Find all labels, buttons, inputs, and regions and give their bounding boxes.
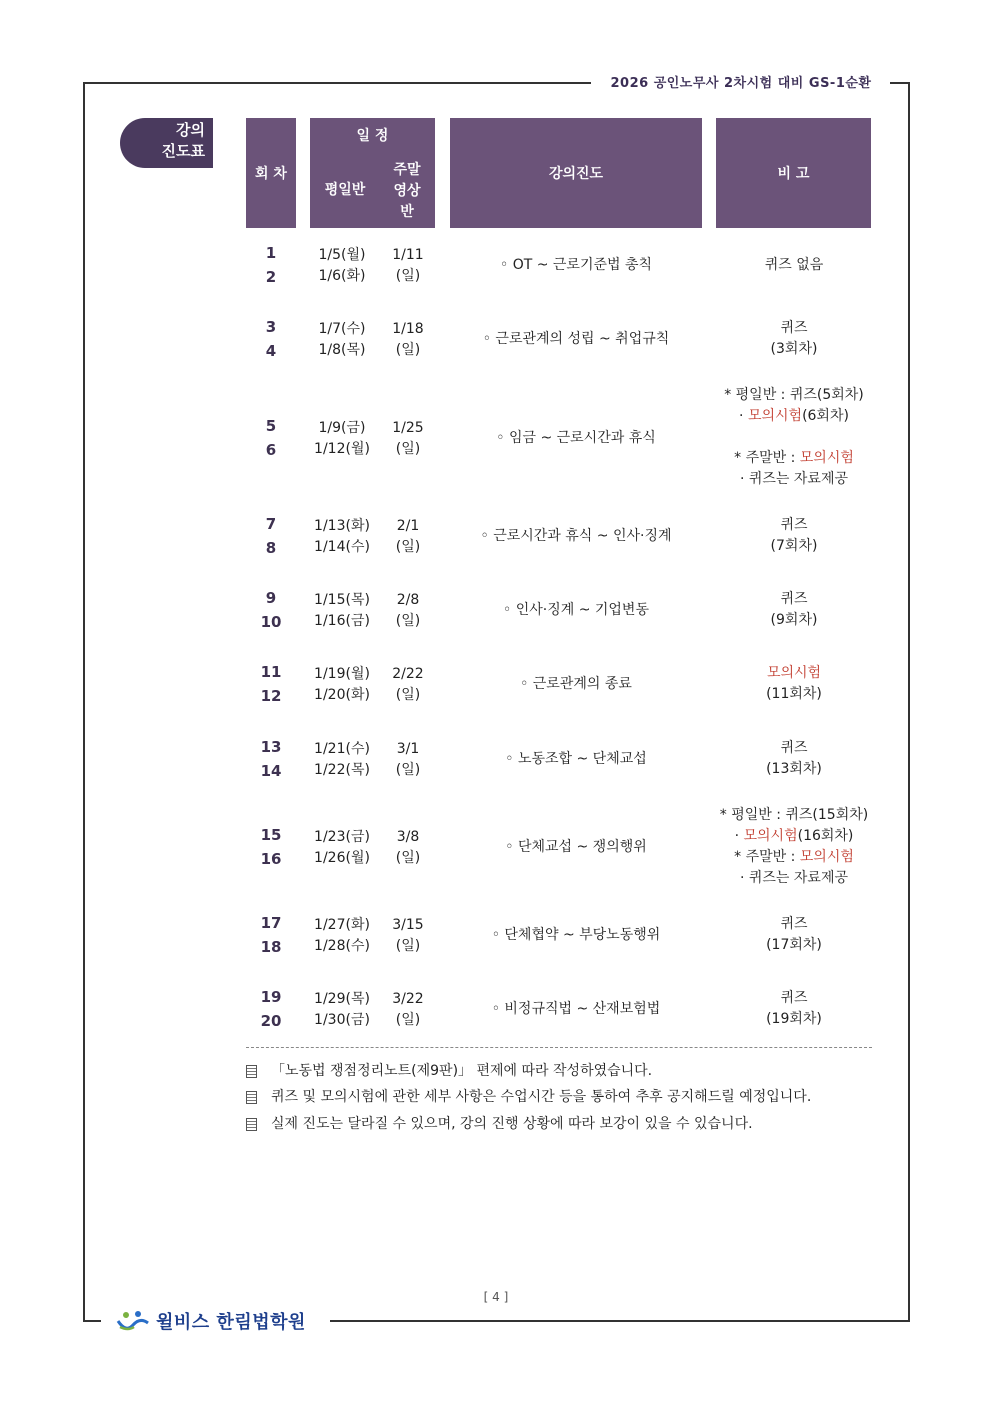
- row-5-note-b: (9회차): [770, 612, 818, 628]
- row-3-note-bullet: ·: [739, 408, 748, 424]
- row-7-date-a: 1/21(수): [314, 741, 370, 757]
- row-8-note-weekend: [716, 847, 872, 868]
- page-frame-top: [83, 82, 591, 84]
- row-9-date-b: 1/28(수): [314, 938, 370, 954]
- row-3-weekend-b: (일): [395, 441, 421, 457]
- row-3-round-a: 5: [265, 417, 277, 435]
- row-10-round-a: 19: [260, 988, 282, 1006]
- row-3-note-quiz: · 퀴즈는 자료제공: [739, 471, 849, 487]
- row-4-weekend-a: 2/1: [396, 518, 420, 534]
- row-9-progress: ◦ 단체협약 ~ 부당노동행위: [491, 927, 661, 943]
- row-1-weekend-a: 1/11: [392, 247, 424, 263]
- header-weekend-l2: 영상: [393, 183, 421, 199]
- page-number: [ 4 ]: [483, 1290, 509, 1304]
- row-2-round-a: 3: [265, 318, 277, 336]
- memo-icon: [246, 1065, 257, 1078]
- header-schedule-label: 일 정: [356, 128, 389, 144]
- row-9-date-a: 1/27(화): [314, 917, 370, 933]
- row-5-weekend-a: 2/8: [396, 592, 420, 608]
- row-1-round-b: 2: [265, 268, 277, 286]
- row-6-progress: ◦ 근로관계의 종료: [520, 676, 632, 692]
- row-10-note-b: (19회차): [766, 1011, 822, 1027]
- row-1-note: 퀴즈 없음: [764, 257, 824, 273]
- row-2-weekend-b: (일): [395, 342, 421, 358]
- row-5-round-a: 9: [265, 589, 277, 607]
- row-6-date-a: 1/19(월): [314, 666, 370, 682]
- memo-icon: [246, 1118, 257, 1131]
- row-8-progress: ◦ 단체교섭 ~ 쟁의행위: [505, 839, 647, 855]
- row-10-round-b: 20: [260, 1012, 282, 1030]
- page-frame-bottom: [330, 1320, 910, 1322]
- logo-text: 윌비스 한림법학원: [156, 1312, 306, 1333]
- header-weekend-l3: 반: [400, 204, 414, 220]
- row-3-note-weekend: [716, 448, 872, 469]
- row-6-date-b: 1/20(화): [314, 687, 370, 703]
- row-3-progress: ◦ 임금 ~ 근로시간과 휴식: [496, 430, 656, 446]
- section-tab-line1: 강의: [176, 121, 205, 139]
- row-9-weekend-a: 3/15: [392, 917, 424, 933]
- row-8-weekend-b: (일): [395, 850, 421, 866]
- row-7-progress: ◦ 노동조합 ~ 단체교섭: [505, 751, 647, 767]
- row-8-note-weekend-exam: 모의시험: [799, 849, 854, 865]
- memo-icon: [246, 1091, 257, 1104]
- row-9-note-b: (17회차): [766, 937, 822, 953]
- header-title: 2026 공인노무사 2차시험 대비 GS-1순환: [610, 76, 872, 91]
- row-2-note-a: 퀴즈: [780, 320, 808, 336]
- row-8-note-exam-round: (16회차): [797, 828, 854, 844]
- row-7-note-a: 퀴즈: [780, 740, 808, 756]
- note-text: 「노동법 쟁점정리노트(제9판)」 편제에 따라 작성하였습니다.: [271, 1063, 653, 1079]
- section-tab-line2: 진도표: [161, 142, 205, 160]
- row-4-progress: ◦ 근로시간과 휴식 ~ 인사·징계: [480, 528, 672, 544]
- row-8-round-a: 15: [260, 826, 282, 844]
- row-3-date-b: 1/12(월): [314, 441, 370, 457]
- note-item: [246, 1114, 753, 1134]
- footer-logo: [116, 1308, 306, 1334]
- row-8-note-quiz: · 퀴즈는 자료제공: [739, 870, 849, 886]
- row-4-round-b: 8: [265, 539, 277, 557]
- row-2-round-b: 4: [265, 342, 277, 360]
- note-text: 퀴즈 및 모의시험에 관한 세부 사항은 수업시간 등을 통하여 추후 공지해드릴 예정입니다.: [271, 1089, 812, 1105]
- row-8-note-exam: 모의시험: [743, 828, 798, 844]
- header-schedule: [310, 118, 435, 228]
- row-3-note-weekend-label: * 주말반 :: [734, 450, 800, 466]
- row-3-weekend-a: 1/25: [392, 420, 424, 436]
- row-7-weekend-b: (일): [395, 762, 421, 778]
- row-1-round-a: 1: [265, 244, 277, 262]
- row-7-date-b: 1/22(목): [314, 762, 370, 778]
- row-2-date-a: 1/7(수): [318, 321, 366, 337]
- row-10-note-a: 퀴즈: [780, 990, 808, 1006]
- row-9-round-b: 18: [260, 938, 282, 956]
- row-5-note-a: 퀴즈: [780, 591, 808, 607]
- header-round: 회 차: [246, 118, 296, 228]
- row-6-weekend-b: (일): [395, 687, 421, 703]
- row-5-date-a: 1/15(목): [314, 592, 370, 608]
- note-item: [246, 1087, 811, 1107]
- row-9-weekend-b: (일): [395, 938, 421, 954]
- row-5-weekend-b: (일): [395, 613, 421, 629]
- header-weekend: [382, 160, 432, 223]
- section-tab: [120, 118, 213, 168]
- row-5-date-b: 1/16(금): [314, 613, 370, 629]
- row-8-note-weekday: * 평일반 : 퀴즈(15회차): [719, 807, 869, 823]
- page-frame-left: [83, 82, 85, 1322]
- row-6-note-exam: 모의시험: [766, 665, 822, 681]
- row-10-date-b: 1/30(금): [314, 1012, 370, 1028]
- row-3-note-exam: 모의시험: [747, 408, 803, 424]
- row-6-note-round: (11회차): [766, 686, 822, 702]
- row-3-note-weekend-exam: 모의시험: [799, 450, 854, 466]
- row-9-round-a: 17: [260, 914, 282, 932]
- row-1-weekend-b: (일): [395, 268, 421, 284]
- logo-icon: [116, 1309, 150, 1333]
- row-4-note-a: 퀴즈: [780, 517, 808, 533]
- row-3-round-b: 6: [265, 441, 277, 459]
- note-text: 실제 진도는 달라질 수 있으며, 강의 진행 상황에 따라 보강이 있을 수 있습니다.: [271, 1116, 753, 1132]
- table-divider: [246, 1047, 872, 1048]
- header-weekend-l1: 주말: [393, 162, 421, 178]
- row-8-weekend-a: 3/8: [396, 829, 420, 845]
- header-remark: 비 고: [716, 118, 871, 228]
- row-7-round-a: 13: [260, 738, 282, 756]
- row-4-date-b: 1/14(수): [314, 539, 370, 555]
- row-2-note-b: (3회차): [770, 341, 818, 357]
- row-8-note-bullet: ·: [734, 828, 744, 844]
- row-8-note-weekend-label: * 주말반 :: [734, 849, 800, 865]
- row-8-round-b: 16: [260, 850, 282, 868]
- row-2-progress: ◦ 근로관계의 성립 ~ 취업규칙: [482, 331, 670, 347]
- page-frame-bottom-start: [83, 1320, 101, 1322]
- row-5-progress: ◦ 인사·징계 ~ 기업변동: [503, 602, 649, 618]
- row-3-note-exam-round: (6회차): [802, 408, 849, 424]
- row-4-date-a: 1/13(화): [314, 518, 370, 534]
- row-5-round-b: 10: [260, 613, 282, 631]
- row-6-round-a: 11: [260, 663, 282, 681]
- row-7-round-b: 14: [260, 762, 282, 780]
- row-9-note-a: 퀴즈: [780, 916, 808, 932]
- row-7-weekend-a: 3/1: [396, 741, 420, 757]
- row-8-note-weekday-exam: [716, 826, 872, 847]
- page-frame-top-end: [890, 82, 910, 84]
- row-3-date-a: 1/9(금): [318, 420, 366, 436]
- row-3-note-weekday-exam: [716, 406, 872, 427]
- row-4-note-b: (7회차): [770, 538, 818, 554]
- row-1-date-b: 1/6(화): [318, 268, 366, 284]
- header-weekday: 평일반: [324, 182, 366, 198]
- row-10-weekend-a: 3/22: [392, 991, 424, 1007]
- row-7-note-b: (13회차): [766, 761, 822, 777]
- row-4-weekend-b: (일): [395, 539, 421, 555]
- row-4-round-a: 7: [265, 515, 277, 533]
- row-8-date-a: 1/23(금): [314, 829, 370, 845]
- row-1-date-a: 1/5(월): [318, 247, 366, 263]
- row-1-progress: ◦ OT ~ 근로기준법 총칙: [499, 257, 653, 273]
- page-frame-right: [908, 82, 910, 1322]
- row-8-date-b: 1/26(월): [314, 850, 370, 866]
- row-2-weekend-a: 1/18: [392, 321, 424, 337]
- row-10-progress: ◦ 비정규직법 ~ 산재보험법: [491, 1001, 661, 1017]
- row-10-date-a: 1/29(목): [314, 991, 370, 1007]
- row-10-weekend-b: (일): [395, 1012, 421, 1028]
- row-6-weekend-a: 2/22: [392, 666, 424, 682]
- row-3-note-weekday: * 평일반 : 퀴즈(5회차): [724, 387, 864, 403]
- header-progress: 강의진도: [450, 118, 702, 228]
- row-2-date-b: 1/8(목): [318, 342, 366, 358]
- row-6-round-b: 12: [260, 687, 282, 705]
- note-item: [246, 1061, 652, 1081]
